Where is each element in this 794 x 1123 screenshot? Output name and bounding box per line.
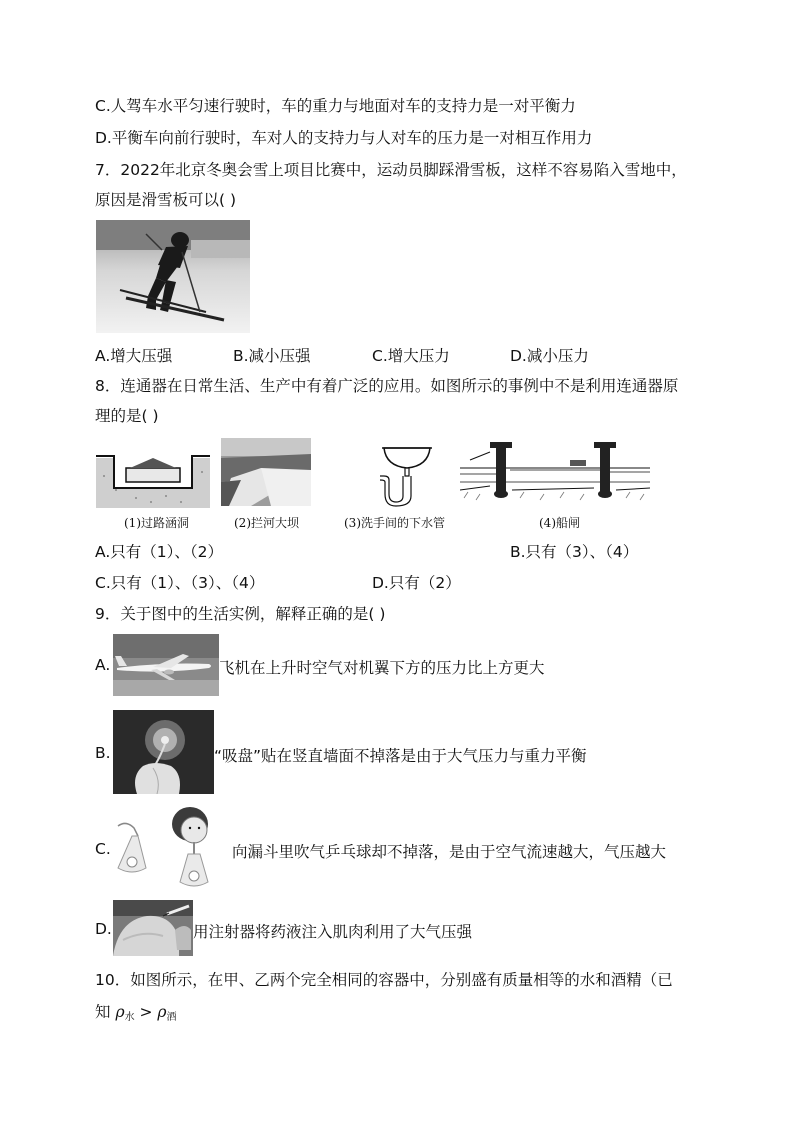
q8-option-c: C.只有（1）、（3）、（4） — [95, 574, 265, 592]
rho-water-subscript: 水 — [124, 1012, 135, 1023]
sink-drain-diagram — [372, 444, 442, 508]
q9-option-a-text: 飞机在上升时空气对机翼下方的压力比上方更大 — [219, 659, 545, 677]
rho-alcohol-subscript: 酒 — [166, 1012, 177, 1023]
skier-photo — [96, 220, 250, 333]
q9-option-c-label: C. — [95, 840, 111, 858]
rho-alcohol-symbol: ρ — [157, 1003, 167, 1021]
q9-option-d-label: D. — [95, 920, 112, 938]
q9-option-b-label: B. — [95, 744, 111, 762]
caption-culvert: (1)过路涵洞 — [124, 516, 189, 530]
injection-photo — [113, 900, 193, 956]
rho-water-symbol: ρ — [115, 1003, 125, 1021]
q8-option-a: A.只有（1）、（2） — [95, 543, 223, 561]
ship-lock-diagram — [460, 438, 650, 508]
q9-option-a-label: A. — [95, 656, 111, 674]
suction-cup-photo — [113, 710, 214, 794]
q7-option-c: C.增大压力 — [372, 347, 450, 365]
q9-stem: 9．关于图中的生活实例，解释正确的是( ) — [95, 605, 386, 623]
q7-stem-line2: 原因是滑雪板可以( ) — [95, 191, 237, 209]
q7-option-b: B.减小压强 — [233, 347, 311, 365]
q7-stem-line1: 7．2022年北京冬奥会雪上项目比赛中，运动员脚踩滑雪板，这样不容易陷入雪地中， — [95, 161, 687, 179]
dam-photo — [221, 438, 311, 506]
culvert-diagram — [96, 446, 210, 508]
q8-option-d: D.只有（2） — [372, 574, 461, 592]
q8-stem-line1: 8．连通器在日常生活、生产中有着广泛的应用。如图所示的事例中不是利用连通器原 — [95, 377, 679, 395]
airplane-photo — [113, 634, 219, 696]
q8-stem-line2: 理的是( ) — [95, 407, 159, 425]
q10-stem-line2 — [95, 1002, 177, 1028]
q6-option-c: C.人驾车水平匀速行驶时，车的重力与地面对车的支持力是一对平衡力 — [95, 97, 576, 115]
q9-option-c-text: 向漏斗里吹气乒乓球却不掉落，是由于空气流速越大，气压越大 — [232, 843, 667, 861]
q10-prefix: 知 — [95, 1003, 116, 1021]
q6-option-d: D.平衡车向前行驶时，车对人的支持力与人对车的压力是一对相互作用力 — [95, 129, 593, 147]
caption-ship-lock: (4)船闸 — [539, 516, 580, 530]
q7-option-d: D.减小压力 — [510, 347, 589, 365]
q8-option-b: B.只有（3）、（4） — [510, 543, 639, 561]
q10-stem-line1: 10．如图所示，在甲、乙两个完全相同的容器中，分别盛有质量相等的水和酒精（已 — [95, 971, 673, 989]
caption-dam: (2)拦河大坝 — [234, 516, 299, 530]
caption-sink-drain: (3)洗手间的下水管 — [344, 516, 445, 530]
q9-option-d-text: 用注射器将药液注入肌肉利用了大气压强 — [193, 923, 473, 941]
q7-option-a: A.增大压强 — [95, 347, 173, 365]
funnel-blowing-diagram — [112, 806, 232, 890]
q9-option-b-text: “吸盘”贴在竖直墙面不掉落是由于大气压力与重力平衡 — [214, 747, 587, 765]
greater-than-sign: > — [134, 1003, 158, 1021]
